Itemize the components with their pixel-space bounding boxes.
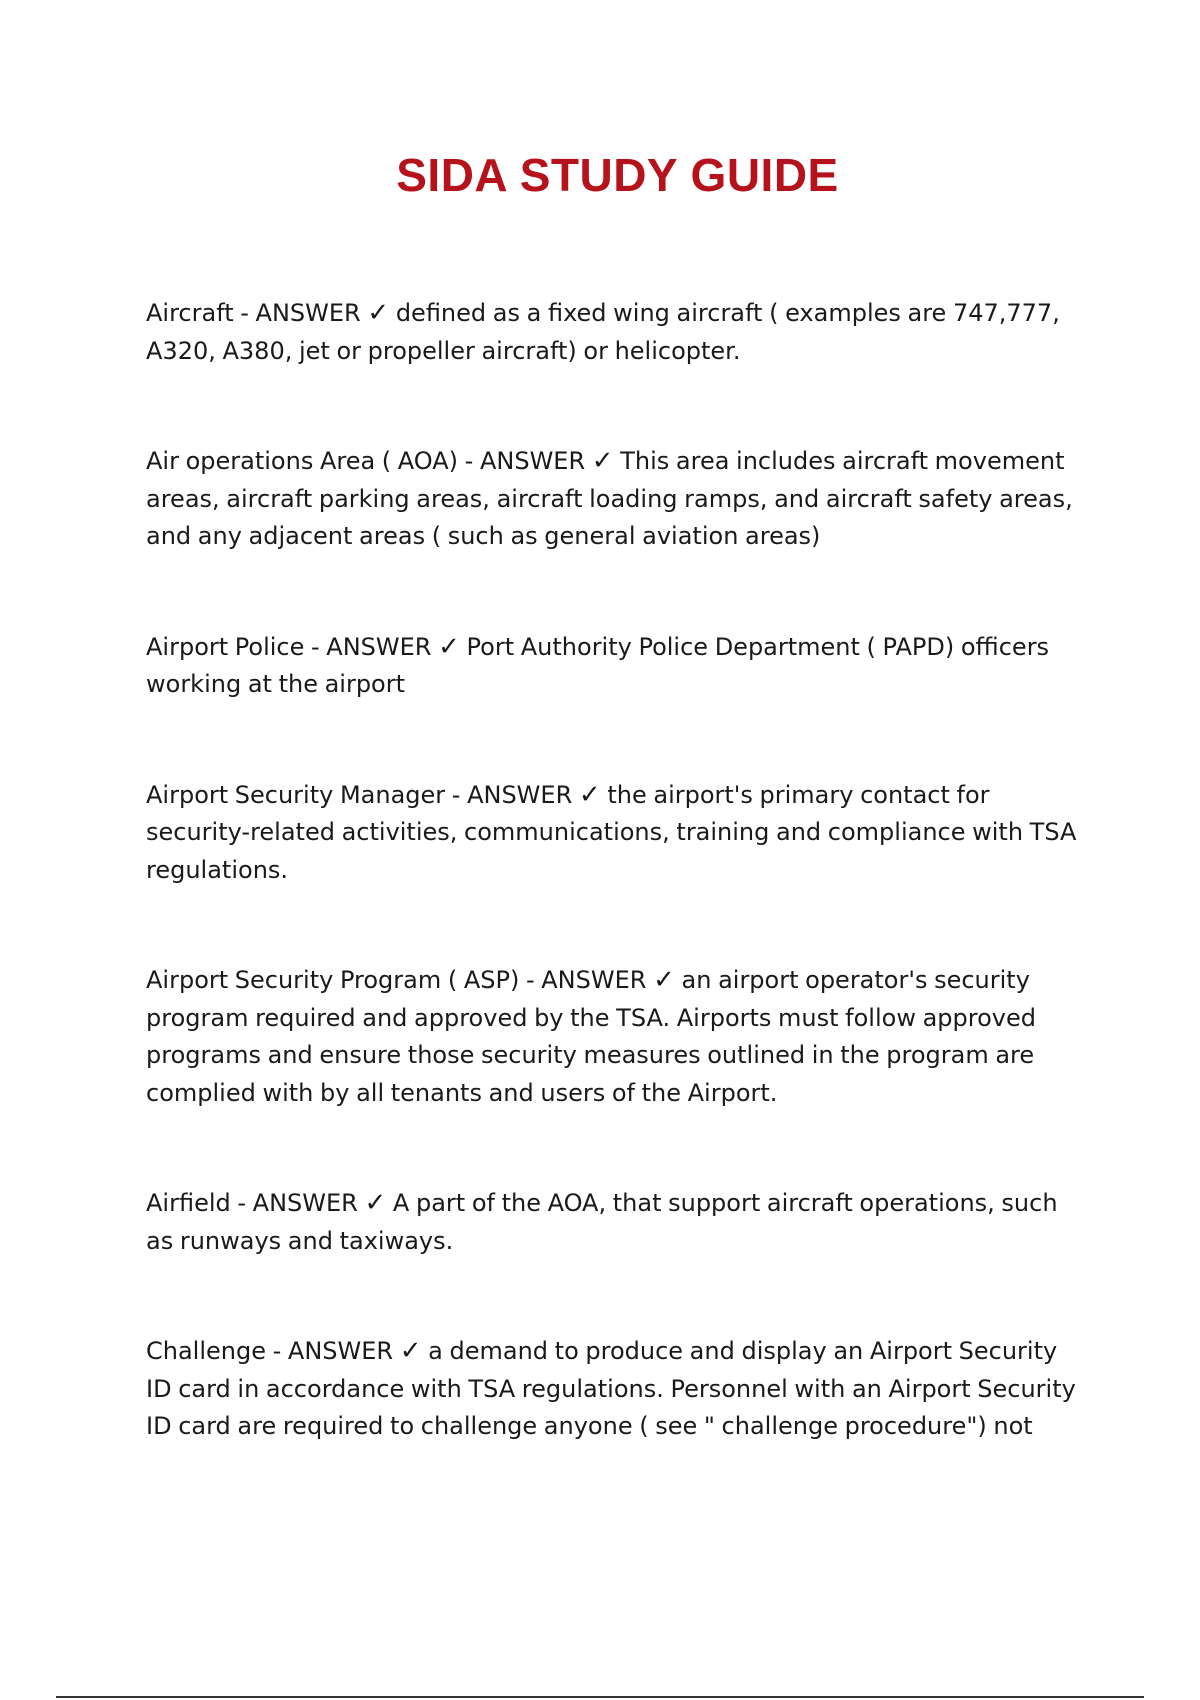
entry-term: Airport Police - ANSWER	[146, 632, 432, 661]
entry-definition: a demand to produce and display an Airport Security ID card in accordance with TSA regulations. Personnel with an Airport Security ID card are required to challenge anyone ( see " challenge procedure") not	[146, 1337, 1076, 1440]
entry-definition: A part of the AOA, that support aircraft operations, such as runways and taxiways.	[146, 1189, 1058, 1255]
definition-list	[146, 295, 1086, 1519]
definition-entry-aoa	[146, 443, 1086, 556]
definition-entry-airfield	[146, 1185, 1086, 1260]
definition-entry-security-manager	[146, 777, 1086, 890]
entry-definition: the airport's primary contact for security-related activities, communications, training and compliance with TSA regulations.	[146, 780, 1077, 884]
entry-definition: an airport operator's security program required and approved by the TSA. Airports must follow approved programs and ensure those security measures outlined in the program are complied with by all tenants and users of the Airport.	[146, 966, 1036, 1107]
checkmark-icon: ✓	[653, 965, 675, 995]
entry-term: Airfield - ANSWER	[146, 1189, 358, 1217]
entry-definition: defined as a fixed wing aircraft ( examples are 747,777, A320, A380, jet or propeller aircraft) or helicopter.	[146, 299, 1060, 365]
definition-entry-asp	[146, 962, 1086, 1112]
checkmark-icon: ✓	[438, 631, 460, 662]
checkmark-icon: ✓	[578, 779, 601, 810]
definition-entry-challenge	[146, 1333, 1086, 1446]
entry-term: Challenge - ANSWER	[146, 1337, 394, 1365]
entry-definition: This area includes aircraft movement areas, aircraft parking areas, aircraft loading ramps, and aircraft safety areas, and any adjacent areas ( such as general aviation areas)	[146, 447, 1073, 550]
definition-entry-airport-police	[146, 629, 1086, 704]
definition-entry-aircraft	[146, 295, 1086, 370]
page-bottom-divider	[56, 1696, 1144, 1698]
entry-term: Airport Security Manager - ANSWER	[146, 780, 573, 809]
entry-term: Aircraft - ANSWER	[146, 299, 361, 327]
checkmark-icon: ✓	[367, 298, 390, 328]
page-title: SIDA STUDY GUIDE	[396, 149, 839, 201]
checkmark-icon: ✓	[591, 446, 614, 476]
entry-definition: Port Authority Police Department ( PAPD) officers working at the airport	[146, 632, 1050, 698]
checkmark-icon: ✓	[364, 1188, 387, 1218]
entry-term: Airport Security Program ( ASP) - ANSWER	[146, 966, 647, 994]
checkmark-icon: ✓	[399, 1336, 422, 1366]
entry-term: Air operations Area ( AOA) - ANSWER	[146, 447, 586, 475]
